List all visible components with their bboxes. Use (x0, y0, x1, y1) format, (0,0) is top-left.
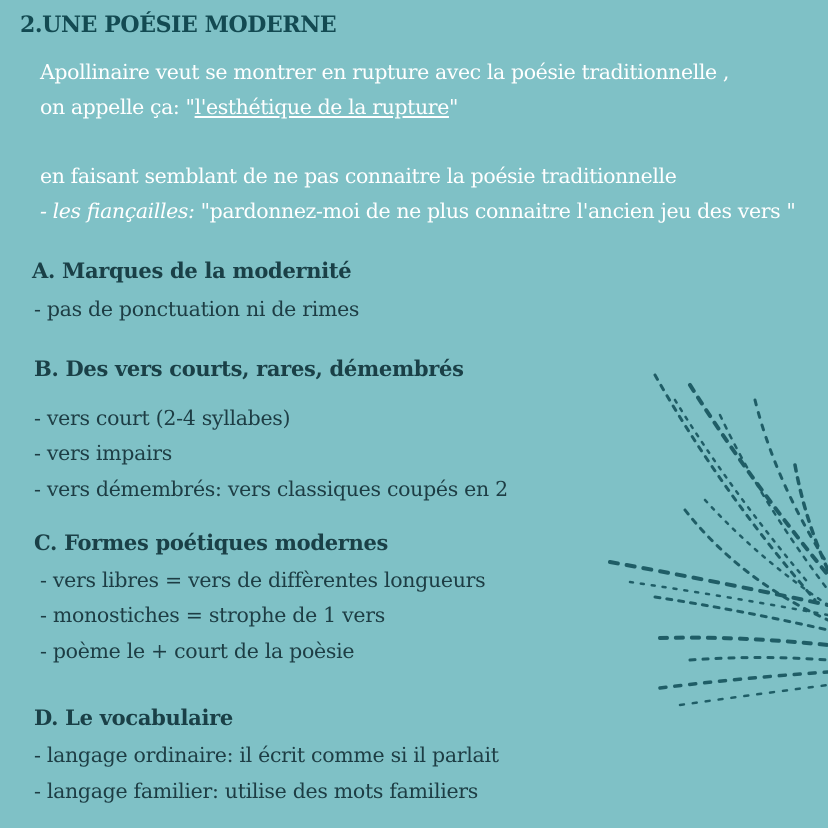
section-d-heading: D. Le vocabulaire (34, 705, 233, 730)
section-c-heading: C. Formes poétiques modernes (34, 530, 389, 555)
section-b-item: - vers impairs (34, 441, 173, 465)
intro-line-2 (40, 95, 458, 119)
section-b-heading: B. Des vers courts, rares, démembrés (34, 356, 464, 381)
section-d-item: - langage familier: utilise des mots familiers (34, 779, 479, 803)
section-c-item: - vers libres = vers de diffèrentes longueurs (40, 568, 486, 592)
quote-text: "pardonnez-moi de ne plus connaitre l'ancien jeu des vers " (194, 199, 796, 223)
section-c-item: - poème le + court de la poèsie (40, 639, 355, 663)
section-a-item: - pas de ponctuation ni de rimes (34, 297, 360, 321)
section-b-item: - vers démembrés: vers classiques coupés en 2 (34, 477, 508, 501)
intro-line-2-prefix: on appelle ça: " (40, 95, 195, 119)
section-d-item: - langage ordinaire: il écrit comme si il parlait (34, 743, 499, 767)
intro-line-2-suffix: " (448, 95, 458, 119)
rupture-term: l'esthétique de la rupture (194, 95, 449, 119)
intro-line-4 (40, 199, 795, 223)
section-c-item: - monostiches = strophe de 1 vers (40, 603, 385, 627)
intro-line-1: Apollinaire veut se montrer en rupture avec la poésie traditionnelle , (40, 60, 729, 84)
dashed-rays-icon (600, 360, 828, 710)
section-b-item: - vers court (2-4 syllabes) (34, 406, 291, 430)
section-a-heading: A. Marques de la modernité (32, 258, 352, 283)
page-title: 2.UNE POÉSIE MODERNE (20, 12, 337, 38)
intro-line-3: en faisant semblant de ne pas connaitre la poésie traditionnelle (40, 164, 677, 188)
quote-source: - les fiançailles: (40, 199, 195, 223)
